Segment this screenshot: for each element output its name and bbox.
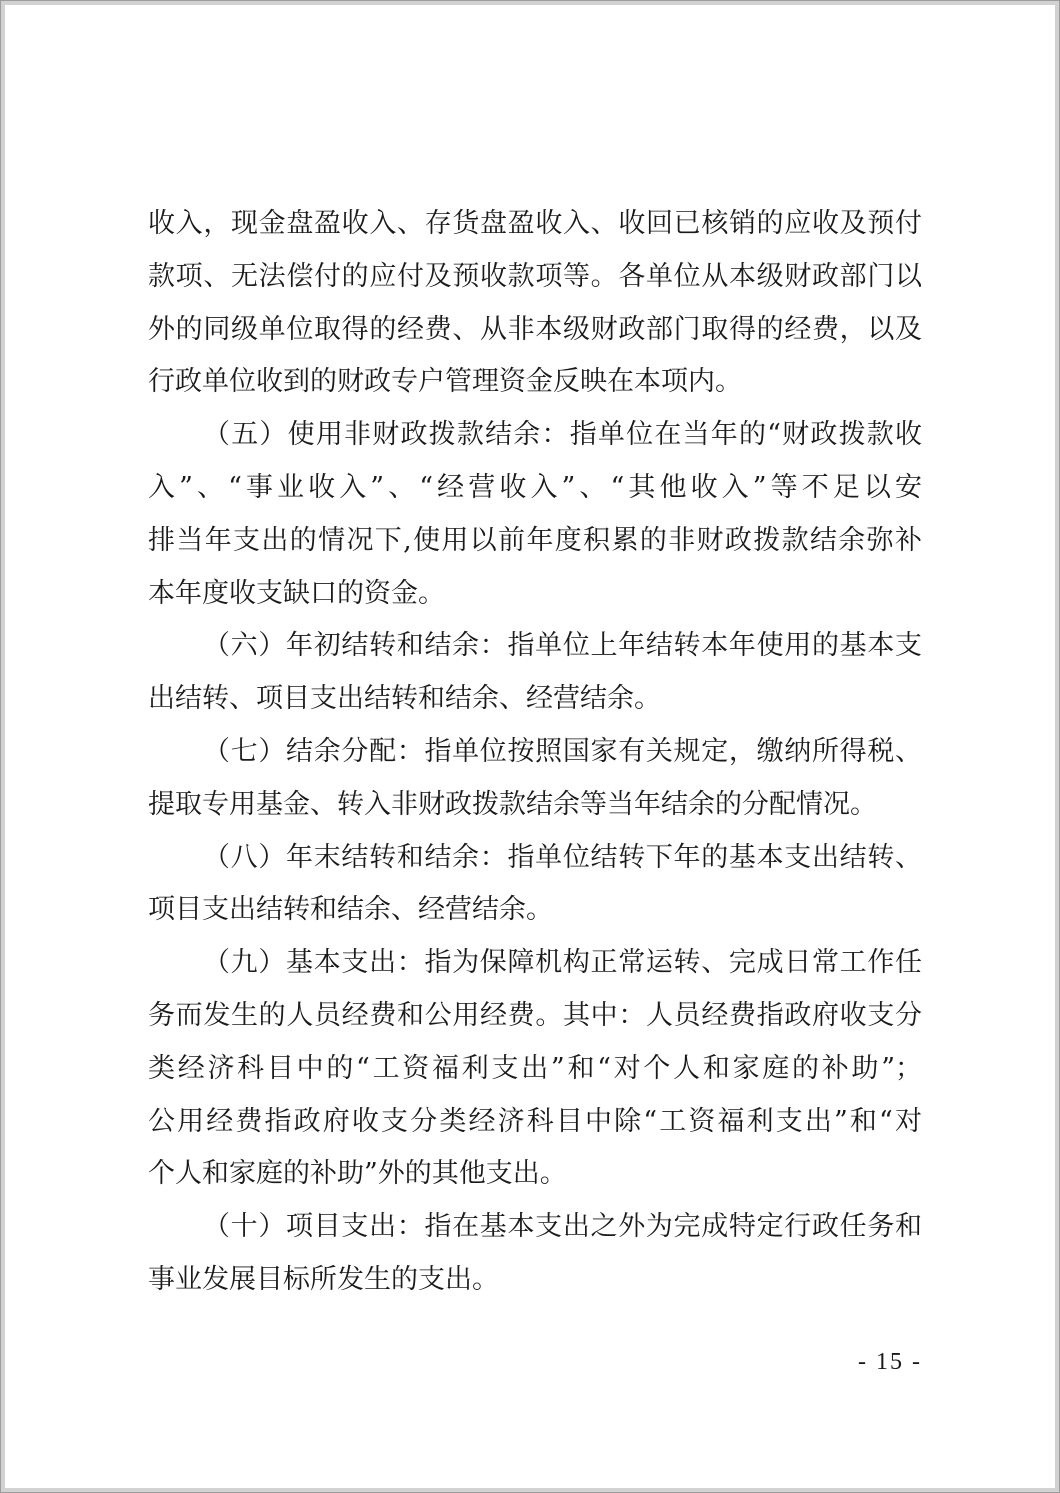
text-line: （六）年初结转和结余：指单位上年结转本年使用的基本支 bbox=[203, 630, 922, 662]
text-line: 行政单位收到的财政专户管理资金反映在本项内。 bbox=[148, 366, 742, 398]
text-line: （八）年末结转和结余：指单位结转下年的基本支出结转、 bbox=[203, 841, 922, 873]
text-line: 事业发展目标所发生的支出。 bbox=[148, 1263, 499, 1295]
paragraph-item-5 bbox=[148, 409, 922, 620]
text-line: 外的同级单位取得的经费、从非本级财政部门取得的经费，以及 bbox=[148, 313, 922, 345]
paragraph-item-10 bbox=[148, 1201, 922, 1307]
text-line: 收入，现金盘盈收入、存货盘盈收入、收回已核销的应收及预付 bbox=[148, 208, 922, 239]
text-line: 个人和家庭的补助”外的其他支出。 bbox=[148, 1158, 567, 1190]
text-line: （五）使用非财政拨款结余：指单位在当年的“财政拨款收 bbox=[203, 419, 922, 451]
text-line: 本年度收支缺口的资金。 bbox=[148, 577, 445, 609]
text-line: 出结转、项目支出结转和结余、经营结余。 bbox=[148, 683, 661, 715]
text-line: 提取专用基金、转入非财政拨款结余等当年结余的分配情况。 bbox=[148, 788, 877, 820]
text-line: （九）基本支出：指为保障机构正常运转、完成日常工作任 bbox=[203, 947, 922, 979]
text-line: 公用经费指政府收支分类经济科目中除“工资福利支出”和“对 bbox=[148, 1105, 922, 1137]
text-line: （十）项目支出：指在基本支出之外为完成特定行政任务和 bbox=[203, 1211, 922, 1243]
text-line: 项目支出结转和结余、经营结余。 bbox=[148, 894, 553, 926]
paragraph-item-6 bbox=[148, 620, 922, 726]
document-body bbox=[148, 198, 922, 1307]
text-line: 排当年支出的情况下,使用以前年度积累的非财政拨款结余弥补 bbox=[148, 524, 922, 556]
page-number: - 15 - bbox=[858, 1349, 922, 1375]
paragraph-item-7 bbox=[148, 726, 922, 832]
paragraph-item-8 bbox=[148, 832, 922, 938]
paragraph-income-continuation bbox=[148, 198, 922, 409]
text-line: （七）结余分配：指单位按照国家有关规定，缴纳所得税、 bbox=[203, 735, 922, 767]
paragraph-item-9 bbox=[148, 937, 922, 1201]
text-line: 类经济科目中的“工资福利支出”和“对个人和家庭的补助”； bbox=[148, 1052, 922, 1084]
text-line: 入”、“事业收入”、“经营收入”、“其他收入”等不足以安 bbox=[148, 471, 922, 503]
text-line: 务而发生的人员经费和公用经费。其中：人员经费指政府收支分 bbox=[148, 999, 922, 1031]
text-line: 款项、无法偿付的应付及预收款项等。各单位从本级财政部门以 bbox=[148, 260, 922, 292]
